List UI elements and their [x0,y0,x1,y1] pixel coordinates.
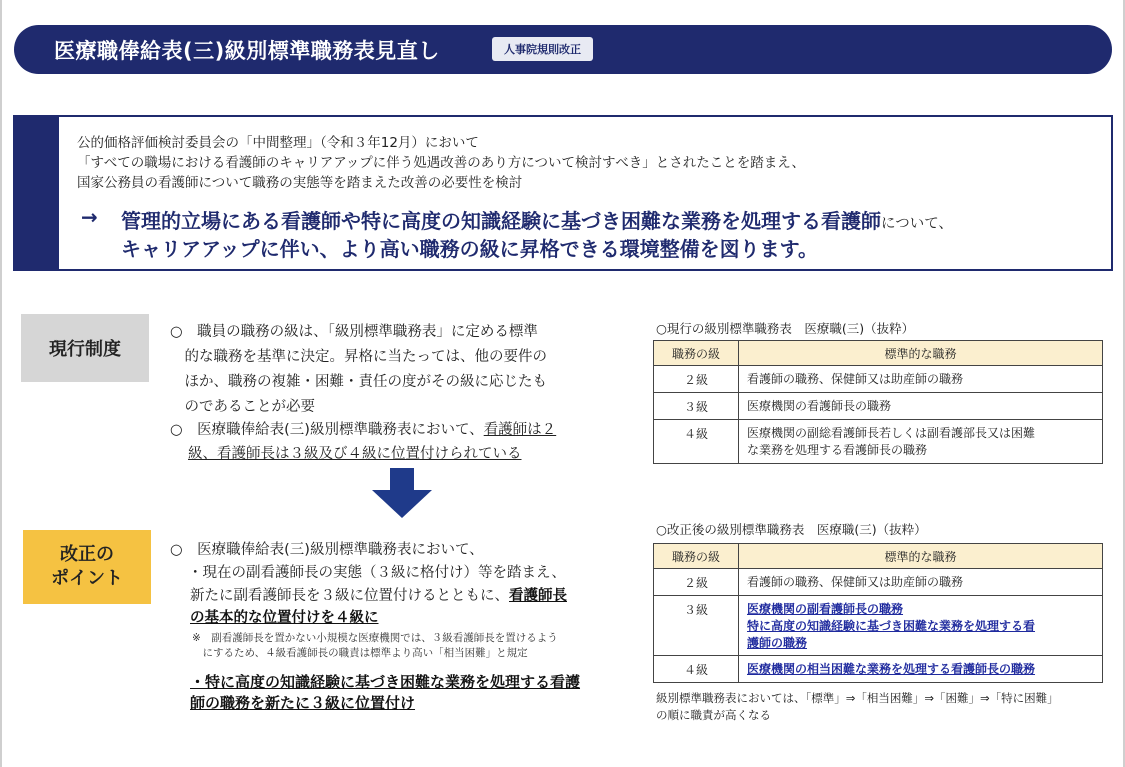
table-row [654,569,1103,596]
current-text-5b: 看護師は２ [483,422,557,438]
current-text-3: ほか、職務の複雑・困難・責任の度がその級に応じたも [170,374,547,390]
table-row [654,366,1103,393]
duty-cell [739,596,1103,656]
intro-emphasis-2: キャリアアップに伴い、より高い職務の級に昇格できる環境整備を図ります。 [121,237,818,261]
grade-cell: ４級 [654,656,739,683]
current-text-1: ○ 職員の職務の級は、「級別標準職務表」に定める標準 [170,324,538,340]
current-text-2: 的な職務を基準に決定。昇格に当たっては、他の要件の [170,349,547,365]
right-arrow-icon: → [81,205,98,229]
revision-text-3b: 看護師長 [509,588,567,604]
intro-emphasis-1-text: 管理的立場にある看護師や特に高度の知識経験に基づき困難な業務を処理する看護師 [121,209,881,233]
current-text-4: のであることが必要 [170,399,315,415]
intro-emphasis-1 [121,205,953,234]
header-duty: 標準的な職務 [739,544,1103,569]
label-revision-line-2: ポイント [51,568,123,589]
table-row [654,596,1103,656]
label-revision-line-1: 改正の [60,544,114,565]
intro-accent-bar [15,117,59,269]
revision-note-1: ※ 副看護師長を置かない小規模な医療機関では、３級看護師長を置けるよう [192,632,558,644]
table-header-row [654,341,1103,366]
duty-cell [739,420,1103,464]
intro-box [13,115,1113,271]
table-footnote-1: 級別標準職務表においては、「標準」⇒「相当困難」⇒「困難」⇒「特に困難」 [656,691,1059,705]
intro-line-1: 公的価格評価検討委員会の「中間整理」（令和３年12月）において [77,135,479,151]
duty-cell [739,656,1103,683]
down-arrow-icon [370,468,434,518]
duty-line-3: 護師の職務 [747,636,808,650]
title-banner [14,25,1112,74]
duty-line-1: 医療機関の副総看護師長若しくは副看護部長又は困難 [747,426,1036,440]
current-duty-table [653,340,1103,464]
grade-cell: ２級 [654,569,739,596]
table-footnote-2: の順に職責が高くなる [656,708,771,722]
title-tag: 人事院規則改正 [492,37,593,61]
header-grade: 職務の級 [654,341,739,366]
intro-line-3: 国家公務員の看護師について職務の実態等を踏まえた改善の必要性を検討 [77,175,523,191]
duty-cell: 看護師の職務、保健師又は助産師の職務 [739,366,1103,393]
revision-note-2: にするため、４級看護師長の職責は標準より高い「相当困難」と規定 [192,647,528,659]
revision-text-4: の基本的な位置付けを４級に [190,610,379,626]
intro-emphasis-1-tail: について、 [881,216,953,232]
page-border-left [0,0,2,767]
revision-text-2: ・現在の副看護師長の実態（３級に格付け）等を踏まえ、 [188,565,566,581]
table-row [654,656,1103,683]
revision-text-1: ○ 医療職俸給表(三)級別標準職務表において、 [170,542,484,558]
table-row [654,393,1103,420]
table-header-row [654,544,1103,569]
duty-line-2: 特に高度の知識経験に基づき困難な業務を処理する看 [747,619,1036,633]
current-table-caption: ○現行の級別標準職務表 医療職(三)（抜粋） [656,321,915,336]
duty-line-1: 医療機関の副看護師長の職務 [747,602,904,616]
current-text-6: 級、看護師長は３級及び４級に位置付けられている [188,446,522,462]
revision-bold-1: ・特に高度の知識経験に基づき困難な業務を処理する看護 [190,673,581,691]
current-text-5 [170,418,556,439]
header-duty: 標準的な職務 [739,341,1103,366]
duty-line-2: な業務を処理する看護師長の職務 [747,443,928,457]
revision-text-3a: 新たに副看護師長を３級に位置付けるとともに、 [190,588,509,604]
current-text-5a: ○ 医療職俸給表(三)級別標準職務表において、 [170,422,484,438]
label-revision-points [23,530,151,604]
table-row [654,420,1103,464]
header-grade: 職務の級 [654,544,739,569]
grade-cell: ４級 [654,420,739,464]
duty-cell: 看護師の職務、保健師又は助産師の職務 [739,569,1103,596]
grade-cell: ３級 [654,393,739,420]
revision-bold-2: 師の職務を新たに３級に位置付け [190,694,416,712]
revised-table-caption: ○改正後の級別標準職務表 医療職(三)（抜粋） [656,522,927,537]
duty-text: 医療機関の相当困難な業務を処理する看護師長の職務 [747,662,1036,676]
grade-cell: ２級 [654,366,739,393]
grade-cell: ３級 [654,596,739,656]
label-current-system: 現行制度 [21,314,149,382]
duty-cell: 医療機関の看護師長の職務 [739,393,1103,420]
intro-line-2: 「すべての職場における看護師のキャリアアップに伴う処遇改善のあり方について検討すべき」とされたことを踏まえ、 [77,155,806,171]
revised-duty-table [653,543,1103,683]
revision-text-3 [190,584,567,605]
page-title: 医療職俸給表(三)級別標準職務表見直し [54,39,440,63]
